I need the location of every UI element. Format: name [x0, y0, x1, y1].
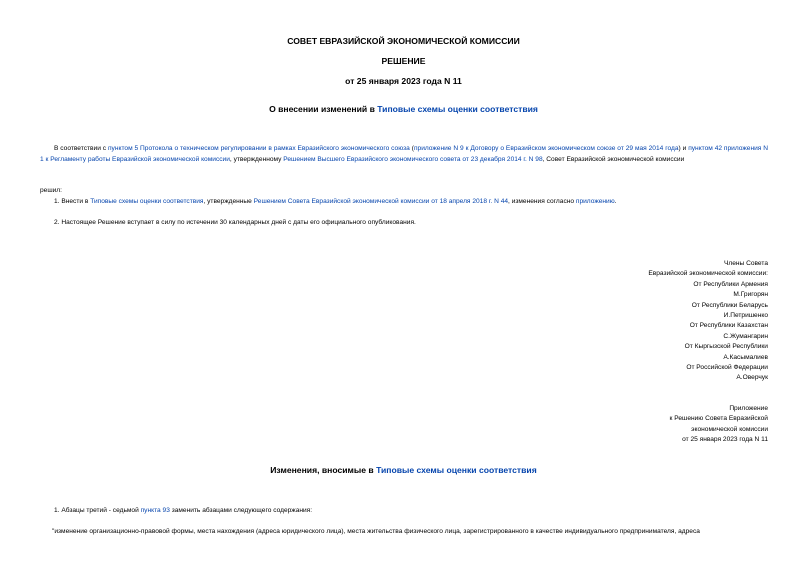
- document-type: РЕШЕНИЕ: [381, 56, 426, 66]
- intro-link-regulation[interactable]: пунктом 42 приложения N 1 к Регламенту работы Евразийской экономической комиссии: [40, 145, 768, 163]
- signature-line: От Республики Беларусь: [691, 301, 768, 309]
- signature-line: И.Петришенко: [723, 312, 768, 320]
- annex-title-prefix: Изменения, вносимые в: [270, 465, 377, 475]
- item1-text-4: .: [614, 198, 617, 205]
- annex-item-1: [54, 506, 312, 517]
- item1-text-2: , утвержденные: [203, 198, 254, 205]
- annex-title: [0, 465, 807, 475]
- issuer-title: СОВЕТ ЕВРАЗИЙСКОЙ ЭКОНОМИЧЕСКОЙ КОМИССИИ: [287, 36, 520, 46]
- annex-header-line: к Решению Совета Евразийской: [669, 415, 768, 423]
- item1-link-annex[interactable]: приложению: [575, 198, 615, 205]
- intro-text-5: , Совет Евразийской экономической комиссии: [542, 155, 685, 163]
- annex-title-link[interactable]: Типовые схемы оценки соответствия: [376, 465, 537, 475]
- intro-text-2: (: [409, 145, 414, 152]
- signature-line: Евразийской экономической комиссии:: [648, 270, 768, 278]
- signature-line: М.Григорян: [733, 291, 768, 299]
- intro-paragraph: [40, 144, 768, 165]
- annex-quoted-text: "изменение организационно-правовой формы, места нахождения (адреса юридического лица), места жительства физического лица, зарегистрированного в качестве индивидуального предпринимателя, адреса: [52, 528, 700, 535]
- item1-text-1: 1. Внести в: [54, 198, 91, 205]
- intro-text-3: ) и: [678, 145, 689, 152]
- subject-link[interactable]: Типовые схемы оценки соответствия: [377, 104, 538, 114]
- intro-text-1: В соответствии с: [54, 145, 108, 152]
- intro-text-4: , утвержденному: [229, 155, 284, 163]
- item1-text-3: , изменения согласно: [508, 198, 576, 205]
- annex-header: [670, 404, 768, 446]
- intro-link-protocol[interactable]: пунктом 5 Протокола о техническом регулировании в рамках Евразийского экономического союза: [107, 145, 410, 152]
- signature-line: С.Жумангарин: [723, 332, 768, 340]
- signature-line: А.Касымалиев: [723, 353, 768, 361]
- document-subject: [0, 104, 807, 114]
- signature-block: [648, 259, 768, 384]
- signature-line: От Республики Казахстан: [689, 322, 768, 330]
- signature-line: От Кыргызской Республики: [684, 343, 768, 351]
- signature-line: Члены Совета: [723, 260, 768, 267]
- document-date: от 25 января 2023 года N 11: [345, 76, 462, 86]
- subject-prefix: О внесении изменений в: [269, 104, 378, 114]
- annex-header-line: Приложение: [729, 405, 768, 412]
- intro-link-treaty[interactable]: приложение N 9 к Договору о Евразийском экономическом союзе от 29 мая 2014 года: [413, 145, 679, 152]
- signature-line: От Республики Армения: [693, 280, 768, 288]
- item1-link-schemes[interactable]: Типовые схемы оценки соответствия: [90, 198, 204, 205]
- signature-line: А.Оверчук: [736, 374, 768, 382]
- annex-header-line: экономической комиссии: [691, 425, 768, 433]
- annex-item1-text-1: 1. Абзацы третий - седьмой: [54, 507, 141, 514]
- decision-item-1: [54, 197, 617, 208]
- annex-header-line: от 25 января 2023 года N 11: [682, 436, 768, 444]
- annex-item1-text-2: заменить абзацами следующего содержания:: [169, 507, 313, 514]
- annex-item1-link-clause[interactable]: пункта 93: [140, 507, 170, 514]
- decision-item-2: 2. Настоящее Решение вступает в силу по истечении 30 календарных дней с даты его официального опубликования.: [54, 219, 416, 226]
- resolved-label: решил:: [40, 187, 62, 194]
- item1-link-council-decision[interactable]: Решением Совета Евразийской экономической комиссии от 18 апреля 2018 г. N 44: [253, 198, 509, 205]
- signature-line: От Российской Федерации: [686, 364, 768, 372]
- intro-link-supreme-council-decision[interactable]: Решением Высшего Евразийского экономического совета от 23 декабря 2014 г. N 98: [283, 155, 543, 163]
